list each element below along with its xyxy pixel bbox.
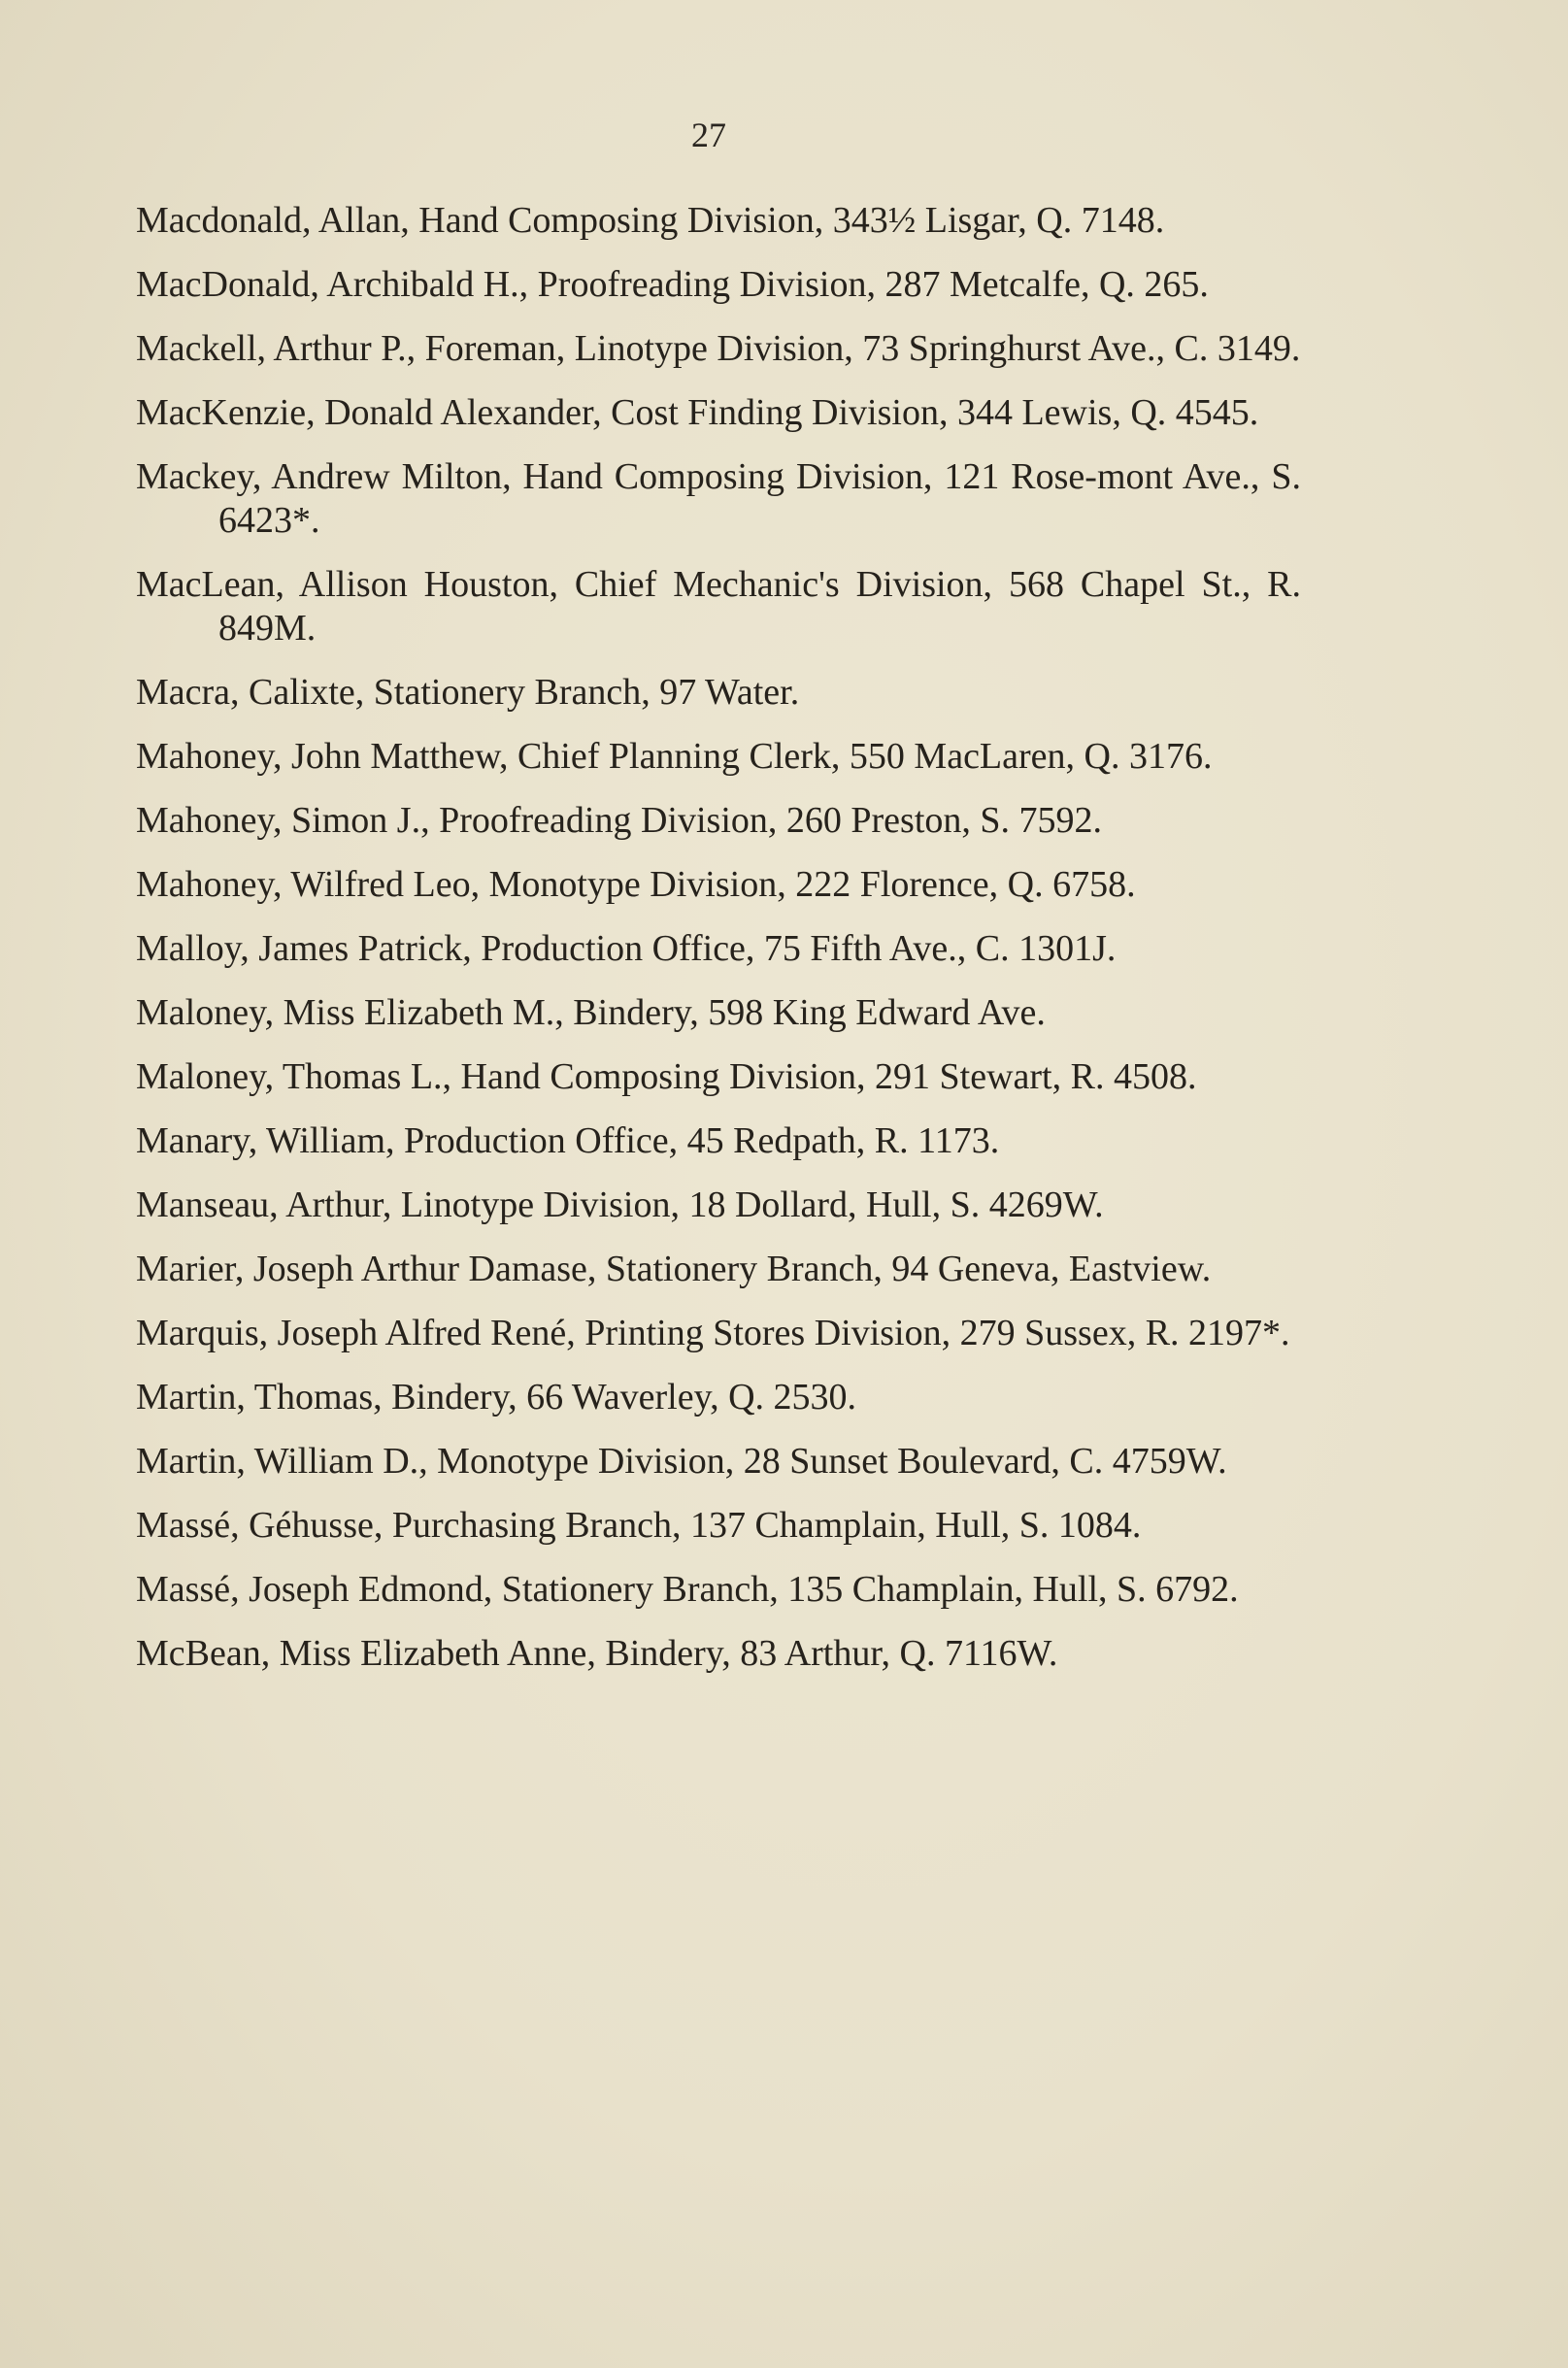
- directory-entry: Maloney, Thomas L., Hand Composing Division, 291 Stewart, R. 4508.: [136, 1056, 1197, 1097]
- directory-entry: Malloy, James Patrick, Production Office, 75 Fifth Ave., C. 1301J.: [136, 928, 1117, 969]
- directory-list: [136, 199, 1301, 1696]
- directory-entry: Maloney, Miss Elizabeth M., Bindery, 598 King Edward Ave.: [136, 992, 1046, 1033]
- directory-entry: Macdonald, Allan, Hand Composing Division, 343½ Lisgar, Q. 7148.: [136, 200, 1165, 241]
- page-number: 27: [691, 116, 726, 154]
- directory-entry: Marquis, Joseph Alfred René, Printing Stores Division, 279 Sussex, R. 2197*.: [136, 1313, 1290, 1353]
- directory-entry: Mahoney, Wilfred Leo, Monotype Division, 222 Florence, Q. 6758.: [136, 864, 1136, 905]
- directory-entry: MacDonald, Archibald H., Proofreading Division, 287 Metcalfe, Q. 265.: [136, 264, 1209, 305]
- directory-entry: Mackey, Andrew Milton, Hand Composing Division, 121 Rose-mont Ave., S. 6423*.: [136, 456, 1301, 541]
- directory-entry: McBean, Miss Elizabeth Anne, Bindery, 83 Arthur, Q. 7116W.: [136, 1633, 1058, 1674]
- directory-entry: Massé, Géhusse, Purchasing Branch, 137 Champlain, Hull, S. 1084.: [136, 1505, 1142, 1546]
- directory-entry: MacLean, Allison Houston, Chief Mechanic's Division, 568 Chapel St., R. 849M.: [136, 564, 1301, 649]
- directory-entry: Mahoney, Simon J., Proofreading Division, 260 Preston, S. 7592.: [136, 800, 1103, 841]
- directory-entry: Massé, Joseph Edmond, Stationery Branch, 135 Champlain, Hull, S. 6792.: [136, 1569, 1239, 1610]
- directory-entry: Manseau, Arthur, Linotype Division, 18 Dollard, Hull, S. 4269W.: [136, 1184, 1104, 1225]
- directory-entry: Manary, William, Production Office, 45 Redpath, R. 1173.: [136, 1120, 1000, 1161]
- directory-entry: Mackell, Arthur P., Foreman, Linotype Division, 73 Springhurst Ave., C. 3149.: [136, 328, 1301, 369]
- directory-entry: Macra, Calixte, Stationery Branch, 97 Water.: [136, 672, 800, 713]
- directory-entry: Martin, Thomas, Bindery, 66 Waverley, Q. 2530.: [136, 1377, 857, 1417]
- directory-entry: MacKenzie, Donald Alexander, Cost Finding Division, 344 Lewis, Q. 4545.: [136, 392, 1259, 433]
- directory-entry: Marier, Joseph Arthur Damase, Stationery Branch, 94 Geneva, Eastview.: [136, 1249, 1212, 1289]
- directory-entry: Mahoney, John Matthew, Chief Planning Clerk, 550 MacLaren, Q. 3176.: [136, 736, 1213, 777]
- directory-entry: Martin, William D., Monotype Division, 28 Sunset Boulevard, C. 4759W.: [136, 1441, 1227, 1482]
